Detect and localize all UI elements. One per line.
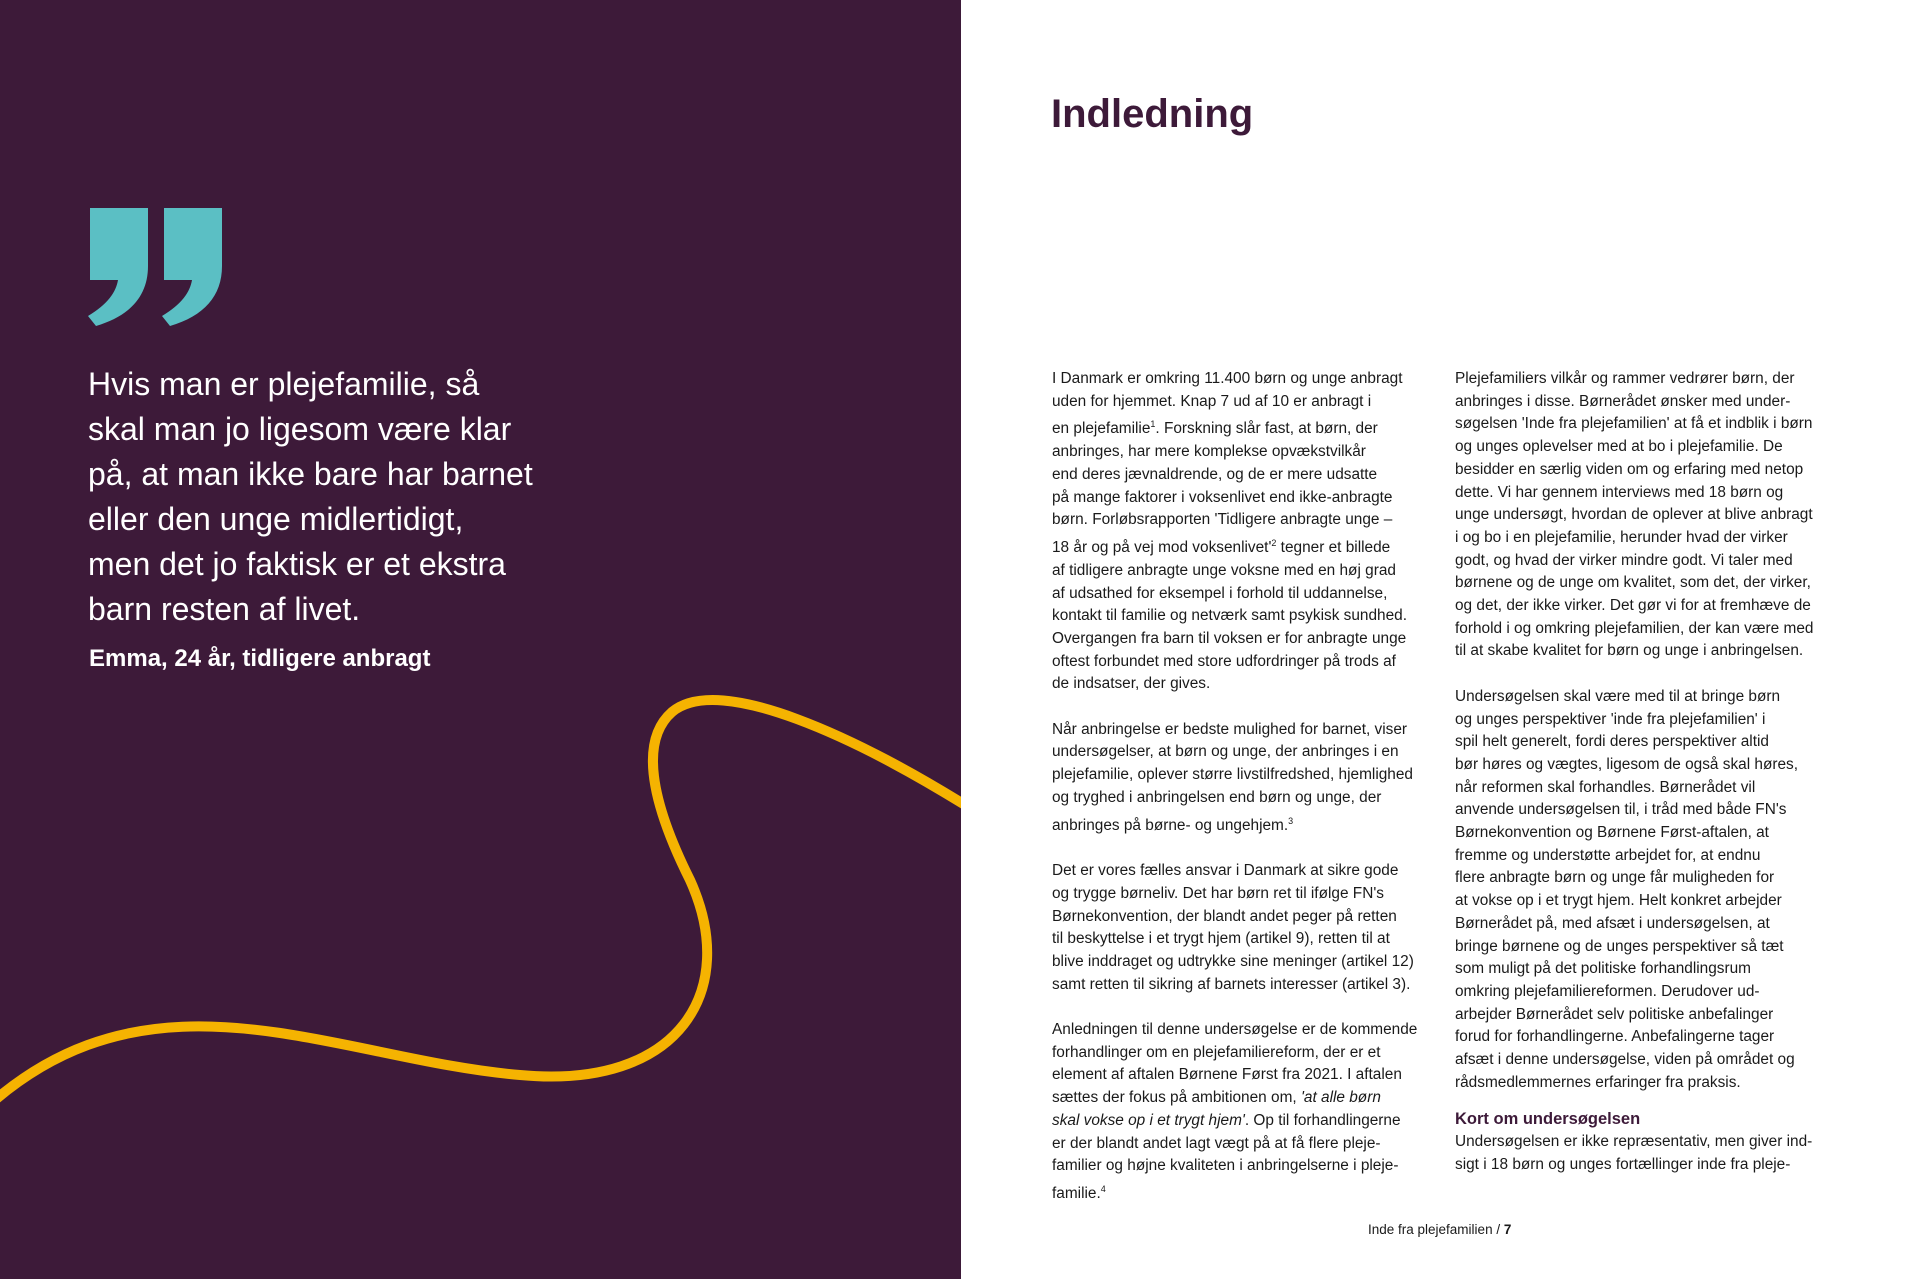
text-column-right [1455, 368, 1835, 1177]
footnote-ref: 4 [1100, 1183, 1106, 1194]
paragraph: Plejefamiliers vilkår og rammer vedrører børn, der anbringes i disse. Børnerådet ønsker med under- søgelsen 'Inde fra plejefamilien' at få et indblik i børn og unges oplevelser med at bo i plejefamilie. De besidder en særlig viden om og erfaring med netop dette. Vi har gennem interviews med 18 børn og unge undersøgt, hvordan de oplever at blive anbragt i og bo i en plejefamilie, herunder hvad der virker godt, og hvad der virker mindre godt. Vi taler med børnene og de unge om kvalitet, som det, der virker, og det, der ikke virker. Det gør vi for at fremhæve de forhold i og omkring plejefamilien, der kan være med til at skabe kvalitet for børn og unge i anbringelsen. [1455, 370, 1814, 660]
right-page [961, 0, 1920, 1279]
page-footer [1368, 1222, 1511, 1237]
paragraph: Når anbringelse er bedste mulighed for barnet, viser undersøgelser, at børn og unge, der anbringes i en plejefamilie, oplever større livstilfredshed, hjemlighed og tryghed i anbringelsen end børn og unge, der anbringes på børne- og ungehjem.$^3$ [1052, 720, 1413, 834]
page-number: 7 [1503, 1222, 1512, 1237]
closing-quote-icon [88, 208, 228, 326]
footnote-ref: 1 [1150, 419, 1156, 430]
paragraph: Det er vores fælles ansvar i Danmark at sikre gode og trygge børneliv. Det har børn ret til ifølge FN's Børnekonvention, der blandt andet peger på retten til beskyttelse i et trygt hjem (artikel 9), retten til at blive inddraget og udtrykke sine meninger (artikel 12) samt retten til sikring af barnets interesser (artikel 3). [1052, 862, 1414, 993]
footer-title: Inde fra plejefamilien / [1368, 1222, 1504, 1237]
footnote-ref: 2 [1271, 538, 1277, 549]
wave-line [0, 700, 961, 1100]
subheading: Kort om undersøgelsen [1455, 1110, 1641, 1129]
paragraph: Anledningen til denne undersøgelse er de kommende forhandlinger om en plejefamiliereform, der er et element af aftalen Børnene Først fra 2021. I aftalen sættes der fokus på ambitionen om, 'at alle børn skal vokse op i et trygt hjem'. Op til forhandlingerne er der blandt andet lagt vægt på at få flere pleje- familier og højne kvaliteten i anbringelserne i pleje- familie.$^4$ [1052, 1021, 1418, 1203]
text-column-left [1052, 368, 1432, 1206]
footnote-ref: 3 [1288, 815, 1294, 826]
paragraph: I Danmark er omkring 11.400 børn og unge anbragt uden for hjemmet. Knap 7 ud af 10 er anbragt i en plejefamilie$^1$. Forskning slår fast, at børn, der anbringes, har mere komplekse opvækstvilkår end deres jævnaldrende, og de er mere udsatte på mange faktorer i voksenlivet end ikke-anbragte børn. Forløbsrapporten 'Tidligere anbragte unge – 18 år og på vej mod $voksenlivet'^2$ tegner et billede af tidligere anbragte unge voksne med en høj grad af udsathed for eksempel i forhold til uddannelse, kontakt til familie og netværk samt psykisk sundhed. Overgangen fra barn til voksen er for anbragte unge oftest forbundet med store udfordringer på trods af de indsatser, der gives. [1052, 370, 1407, 693]
pull-quote: Hvis man er plejefamilie, så skal man jo ligesom være klar på, at man ikke bare har barnet eller den unge midlertidigt, men det jo faktisk er et ekstra barn resten af livet. [88, 366, 533, 627]
paragraph: Undersøgelsen er ikke repræsentativ, men giver ind- sigt i 18 børn og unges fortællinger inde fra pleje- [1455, 1133, 1813, 1173]
emphasis: 'at alle børn skal vokse op i et trygt hjem' [1052, 1089, 1381, 1129]
quote-attribution: Emma, 24 år, tidligere anbragt [89, 645, 431, 672]
paragraph: Undersøgelsen skal være med til at bringe børn og unges perspektiver 'inde fra plejefamilien' i spil helt generelt, fordi deres perspektiver altid bør høres og vægtes, ligesom de også skal høres, når reformen skal forhandles. Børnerådet vil anvende undersøgelsen til, i tråd med både FN's Børnekonvention og Børnene Først-aftalen, at fremme og understøtte arbejdet for, at endnu flere anbragte børn og unge får muligheden for at vokse op i et trygt hjem. Helt konkret arbejder Børnerådet på, med afsæt i undersøgelsen, at bringe børnene og de unges perspektiver så tæt som muligt på det politiske forhandlingsrum omkring plejefamiliereformen. Derudover ud- arbejder Børnerådet selv politiske anbefalinger forud for forhandlingerne. Anbefalingerne tager afsæt i denne undersøgelse, viden på området og rådsmedlemmernes erfaringer fra praksis. [1455, 687, 1799, 1091]
page-heading: Indledning [1051, 92, 1254, 136]
